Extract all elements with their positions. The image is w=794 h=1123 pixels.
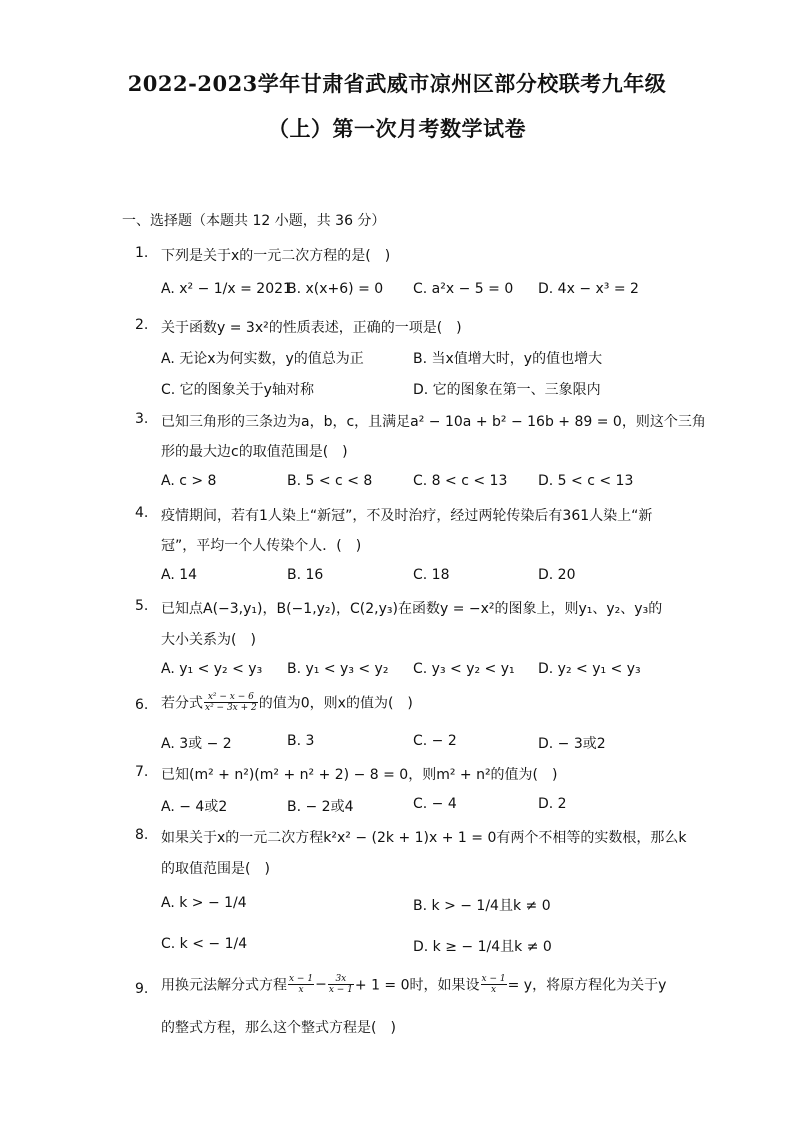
question-stem-line2: 冠”，平均一个人传染个人．( ) [161, 538, 362, 554]
question-stem-line2: 大小关系为( ) [161, 632, 256, 648]
stem-middle: + 1 = 0时，如果设 [354, 977, 480, 994]
question-number: 5. [135, 598, 149, 614]
fraction-3 [481, 974, 507, 995]
question-number: 7. [135, 764, 149, 780]
fraction-numerator: x − 1 [481, 974, 506, 984]
option-d: D. y₂ < y₁ < y₃ [538, 661, 641, 677]
stem-suffix: 的值为0，则x的值为( ) [258, 695, 413, 712]
exam-title-line1: 2022-2023学年甘肃省武威市凉州区部分校联考九年级 [127, 71, 667, 96]
question-stem-line1 [161, 974, 666, 995]
option-a: A. 3或 − 2 [161, 736, 232, 752]
option-c: C. 18 [413, 567, 450, 583]
fraction-numerator: x² − x − 6 [204, 692, 258, 703]
question-stem-line1: 已知三角形的三条边为a，b，c，且满足a² − 10a + b² − 16b + 89 = 0，则这个三角 [161, 414, 706, 430]
option-b: B. 16 [287, 567, 324, 583]
option-c: C. y₃ < y₂ < y₁ [413, 661, 515, 677]
fraction-1 [288, 974, 314, 995]
option-d: D. − 3或2 [538, 736, 606, 752]
option-b: B. 当x值增大时，y的值也增大 [413, 351, 603, 367]
question-number: 6. [135, 697, 149, 713]
fraction-numerator: x − 1 [289, 974, 314, 984]
option-c: C. a²x − 5 = 0 [413, 281, 514, 297]
fraction [204, 692, 258, 713]
question-number: 3. [135, 411, 149, 427]
fraction-denominator: x [298, 985, 304, 995]
option-b: B. k > − 1/4且k ≠ 0 [413, 898, 551, 914]
fraction-denominator: x² − 3x + 2 [205, 703, 257, 713]
option-c: C. − 2 [413, 733, 457, 749]
question-number: 8. [135, 827, 149, 843]
option-d: D. 2 [538, 796, 567, 812]
option-a: A. k > − 1/4 [161, 895, 247, 911]
question-number: 1. [135, 245, 149, 261]
section-heading: 一、选择题（本题共 12 小题，共 36 分） [122, 213, 386, 229]
question-stem-line2: 的取值范围是( ) [161, 861, 270, 877]
option-b: B. 3 [287, 733, 315, 749]
question-stem: 关于函数y = 3x²的性质表述，正确的一项是( ) [161, 320, 462, 336]
option-d: D. k ≥ − 1/4且k ≠ 0 [413, 939, 552, 955]
stem-prefix: 用换元法解分式方程 [161, 977, 287, 994]
option-d: D. 它的图象在第一、三象限内 [413, 382, 601, 398]
option-b: B. 5 < c < 8 [287, 473, 373, 489]
question-stem: 已知(m² + n²)(m² + n² + 2) − 8 = 0，则m² + n²的值为( ) [161, 767, 558, 783]
question-number: 2. [135, 317, 149, 333]
option-c: C. 8 < c < 13 [413, 473, 508, 489]
option-d: D. 20 [538, 567, 576, 583]
question-stem-line2: 的整式方程，那么这个整式方程是( ) [161, 1020, 396, 1036]
option-d: D. 5 < c < 13 [538, 473, 634, 489]
stem-prefix: 若分式 [161, 695, 203, 712]
question-stem-line1: 已知点A(−3,y₁)，B(−1,y₂)，C(2,y₃)在函数y = −x²的图象上，则y₁、y₂、y₃的 [161, 601, 663, 617]
option-c: C. − 4 [413, 796, 457, 812]
option-a: A. 无论x为何实数，y的值总为正 [161, 351, 364, 367]
fraction-denominator: x − 1 [328, 985, 353, 995]
question-stem: 下列是关于x的一元二次方程的是( ) [161, 248, 391, 264]
option-a: A. x² − 1/x = 2021 [161, 281, 292, 297]
fraction-denominator: x [491, 985, 497, 995]
option-a: A. − 4或2 [161, 799, 228, 815]
question-stem-line2: 形的最大边c的取值范围是( ) [161, 444, 348, 460]
option-c: C. 它的图象关于y轴对称 [161, 382, 314, 398]
option-c: C. k < − 1/4 [161, 936, 248, 952]
minus-sign: − [315, 976, 327, 993]
fraction-2 [328, 974, 354, 995]
question-number: 4. [135, 505, 149, 521]
question-number: 9. [135, 981, 149, 997]
fraction-numerator: 3x [328, 974, 354, 985]
question-stem [161, 692, 413, 713]
option-a: A. c > 8 [161, 473, 217, 489]
question-stem-line1: 疫情期间，若有1人染上“新冠”，不及时治疗，经过两轮传染后有361人染上“新 [161, 508, 653, 524]
option-b: B. x(x+6) = 0 [287, 281, 384, 297]
question-stem-line1: 如果关于x的一元二次方程k²x² − (2k + 1)x + 1 = 0有两个不相等的实数根，那么k [161, 830, 687, 846]
option-d: D. 4x − x³ = 2 [538, 281, 639, 297]
option-a: A. 14 [161, 567, 198, 583]
option-a: A. y₁ < y₂ < y₃ [161, 661, 263, 677]
stem-suffix: = y，将原方程化为关于y [507, 977, 667, 994]
option-b: B. − 2或4 [287, 799, 354, 815]
option-b: B. y₁ < y₃ < y₂ [287, 661, 389, 677]
exam-title-line2: （上）第一次月考数学试卷 [268, 116, 526, 141]
